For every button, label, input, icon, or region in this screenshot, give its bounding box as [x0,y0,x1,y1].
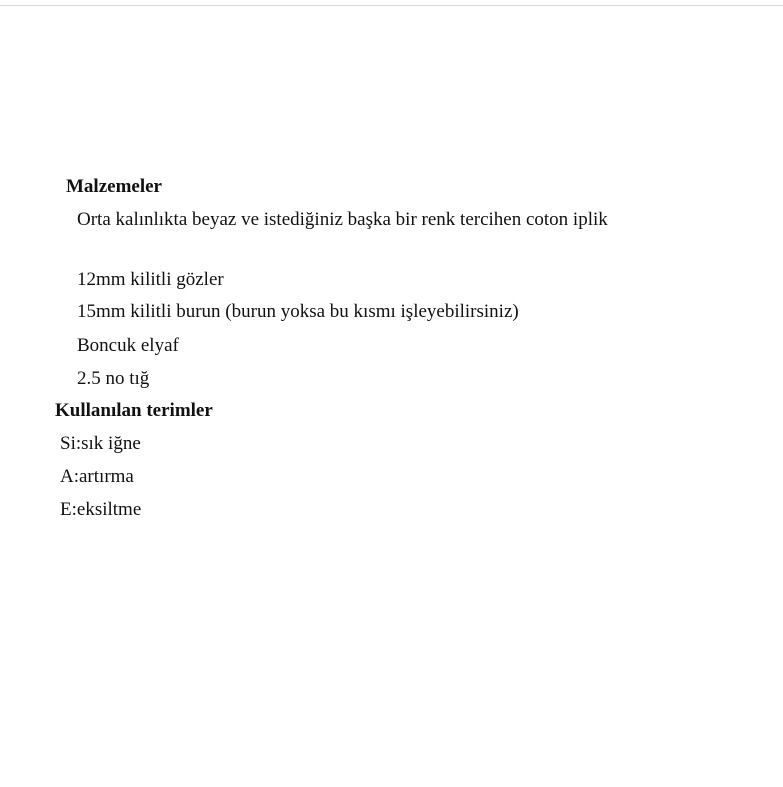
materials-item-nose: 15mm kilitli burun (burun yoksa bu kısmı işleyebilirsiniz) [77,301,519,322]
materials-item-yarn: Orta kalınlıkta beyaz ve istediğiniz başka bir renk tercihen coton iplik [77,209,608,230]
terms-item-increase: A:artırma [60,466,134,487]
terms-heading: Kullanılan terimler [55,400,213,421]
terms-item-single-crochet: Si:sık iğne [60,433,141,454]
materials-item-stuffing: Boncuk elyaf [77,335,179,356]
materials-heading: Malzemeler [66,176,162,197]
materials-item-hook: 2.5 no tığ [77,368,150,389]
materials-item-eyes: 12mm kilitli gözler [77,269,224,290]
terms-item-decrease: E:eksiltme [60,499,142,520]
